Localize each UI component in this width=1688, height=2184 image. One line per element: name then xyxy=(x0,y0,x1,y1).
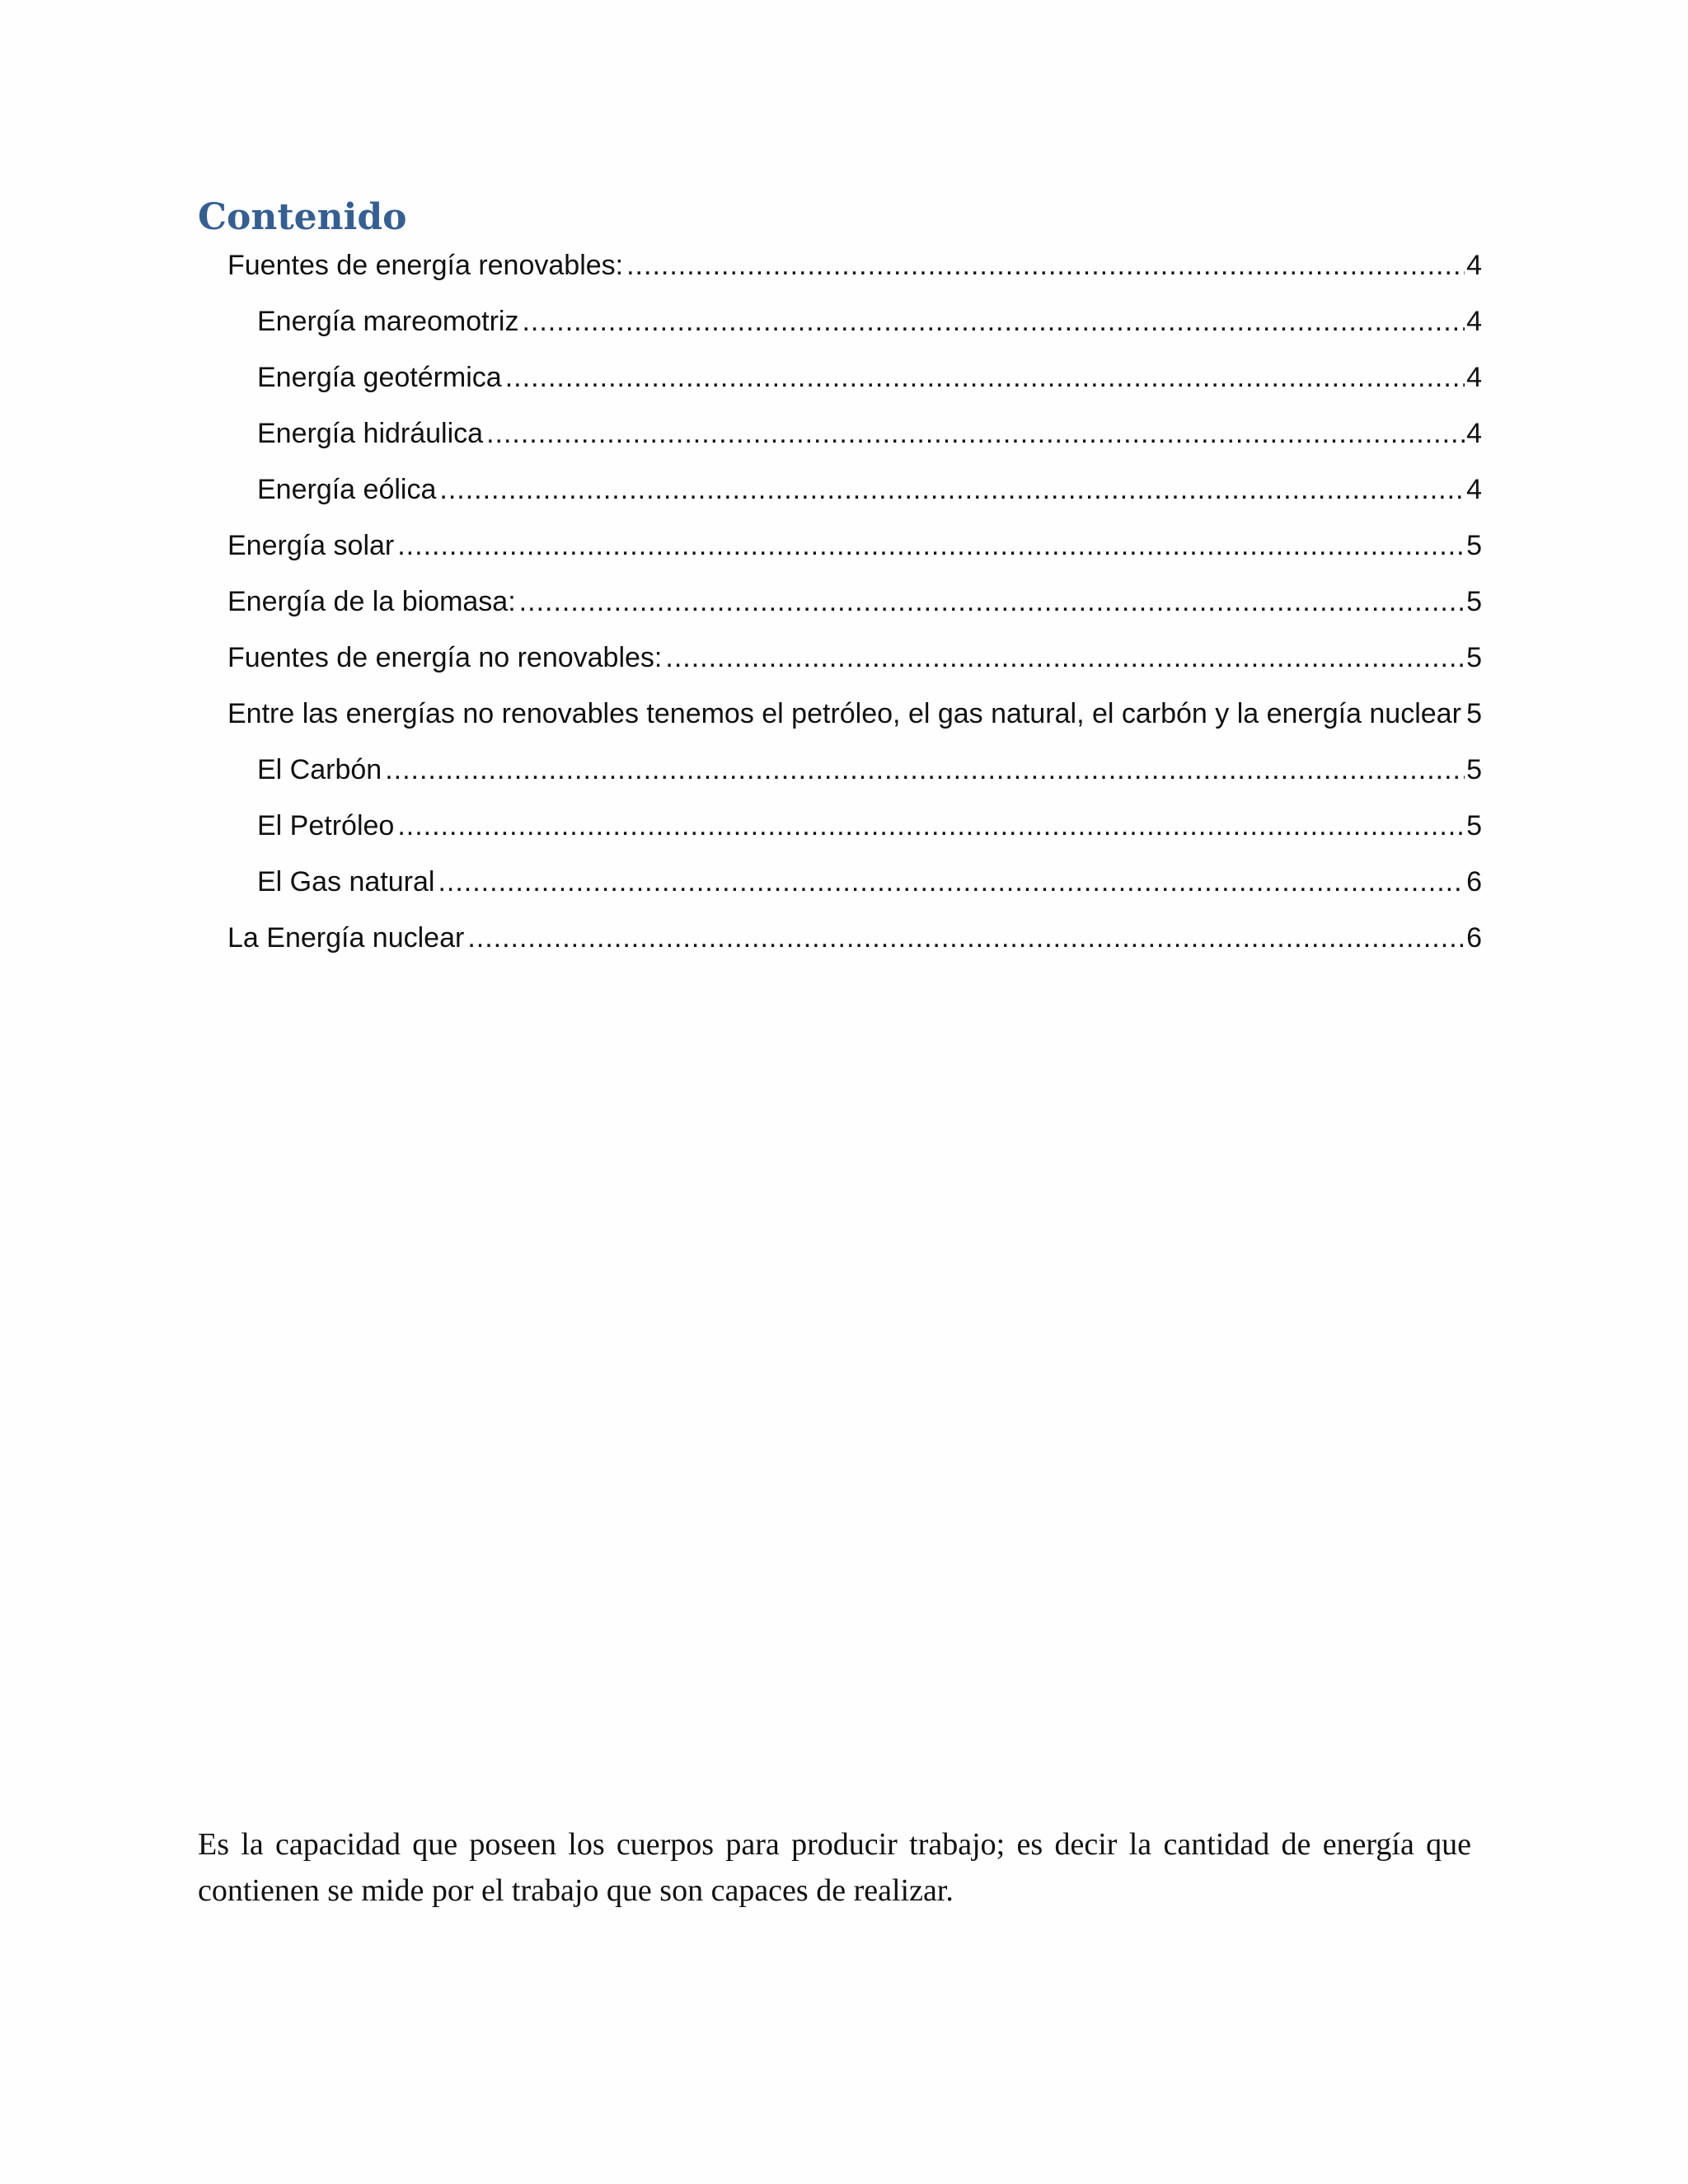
toc-entry-label: Entre las energías no renovables tenemos el petróleo, el gas natural, el carbón y la energía nuclear xyxy=(227,698,1461,729)
toc-entry-page: 5 xyxy=(1466,810,1482,841)
toc-entry-page: 4 xyxy=(1466,250,1482,281)
toc-entry-label: Energía de la biomasa: xyxy=(227,586,516,617)
toc-entry[interactable] xyxy=(198,361,1482,417)
toc-entry-page: 5 xyxy=(1466,698,1482,729)
toc-entry-label: Energía eólica xyxy=(257,474,437,505)
toc-entry-page: 5 xyxy=(1466,586,1482,617)
toc-entry[interactable] xyxy=(198,809,1482,865)
toc-dot-leader xyxy=(665,641,1465,674)
toc-title: Contenido xyxy=(198,196,407,238)
toc-entry[interactable] xyxy=(198,473,1482,529)
toc-entry[interactable] xyxy=(198,249,1482,305)
toc-dot-leader xyxy=(522,305,1465,338)
toc-entry-page: 4 xyxy=(1466,306,1482,337)
toc-entry-page: 6 xyxy=(1466,866,1482,898)
toc-dot-leader xyxy=(505,361,1465,394)
toc-entry-page: 5 xyxy=(1466,530,1482,561)
toc-entry-page: 4 xyxy=(1466,418,1482,449)
toc-entry-page: 5 xyxy=(1466,642,1482,673)
toc-dot-leader xyxy=(385,753,1465,786)
toc-entry-page: 4 xyxy=(1466,362,1482,393)
toc-entry-label: Energía mareomotriz xyxy=(257,306,519,337)
toc-entry[interactable] xyxy=(198,865,1482,921)
toc-entry[interactable] xyxy=(198,305,1482,361)
toc-dot-leader xyxy=(397,809,1465,842)
toc-entry-label: El Petróleo xyxy=(257,810,395,841)
toc-entry-label: El Gas natural xyxy=(257,866,435,898)
toc-entry[interactable] xyxy=(198,753,1482,809)
toc-dot-leader xyxy=(397,529,1465,562)
body-paragraph: Es la capacidad que poseen los cuerpos para producir trabajo; es decir la cantidad de energía que contienen se mide por el trabajo que son capaces de realizar. xyxy=(198,1827,1471,1908)
toc-dot-leader xyxy=(626,249,1465,282)
toc-entry-page: 5 xyxy=(1466,754,1482,785)
toc-entry[interactable] xyxy=(198,641,1482,697)
toc-entry-label: El Carbón xyxy=(257,754,382,785)
toc-entry-label: La Energía nuclear xyxy=(227,922,465,954)
toc-entry-label: Fuentes de energía no renovables: xyxy=(227,642,663,673)
toc-dot-leader xyxy=(519,585,1465,618)
toc-entry-label: Energía geotérmica xyxy=(257,362,502,393)
toc-entry-page: 6 xyxy=(1466,922,1482,954)
toc-entry[interactable] xyxy=(198,585,1482,641)
table-of-contents xyxy=(198,249,1482,977)
toc-entry[interactable] xyxy=(198,697,1482,753)
toc-entry-label: Energía hidráulica xyxy=(257,418,484,449)
toc-dot-leader xyxy=(439,473,1465,506)
toc-entry-page: 4 xyxy=(1466,474,1482,505)
toc-entry[interactable] xyxy=(198,417,1482,473)
toc-entry[interactable] xyxy=(198,921,1482,977)
toc-dot-leader xyxy=(486,417,1465,450)
toc-dot-leader xyxy=(467,921,1465,954)
toc-entry-label: Fuentes de energía renovables: xyxy=(227,250,624,281)
toc-entry-label: Energía solar xyxy=(227,530,395,561)
toc-entry[interactable] xyxy=(198,529,1482,585)
toc-dot-leader xyxy=(438,865,1465,898)
